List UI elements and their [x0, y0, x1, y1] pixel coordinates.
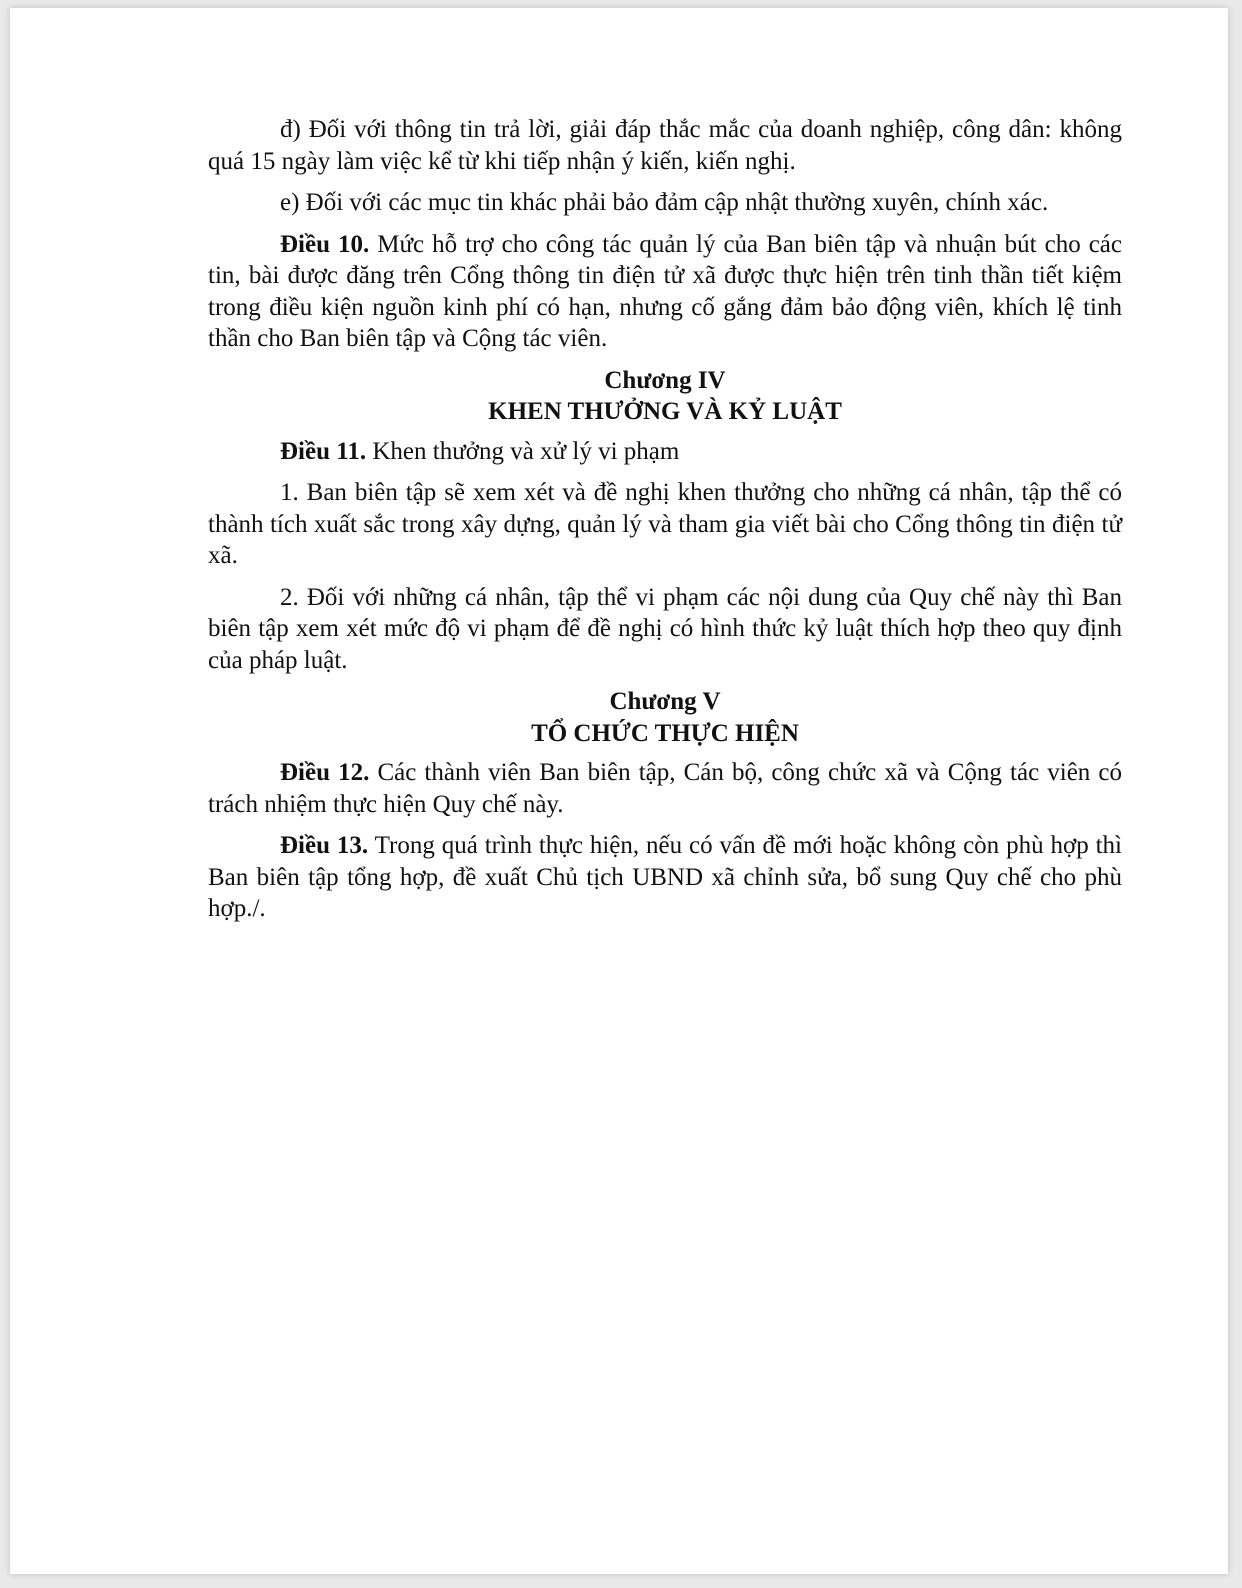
- article-13: [208, 830, 1122, 925]
- article-11-item-2: 2. Đối với những cá nhân, tập thể vi phạm các nội dung của Quy chế này thì Ban biên tập xem xét mức độ vi phạm để đề nghị có hình thức kỷ luật thích hợp theo quy định của pháp luật.: [208, 583, 1122, 674]
- chapter-5-heading: [208, 686, 1122, 749]
- article-13-text: Trong quá trình thực hiện, nếu có vấn đề mới hoặc không còn phù hợp thì Ban biên tập tổng hợp, đề xuất Chủ tịch UBND xã chỉnh sửa, bổ sung Quy chế cho phù hợp./.: [208, 832, 1123, 922]
- article-12-label: Điều 12.: [280, 759, 370, 786]
- article-10: [208, 229, 1122, 355]
- article-11: [208, 436, 1122, 468]
- article-12: [208, 757, 1122, 820]
- article-11-text: Khen thưởng và xử lý vi phạm: [366, 437, 680, 465]
- article-12-text: Các thành viên Ban biên tập, Cán bộ, công chức xã và Cộng tác viên có trách nhiệm thực hiện Quy chế này.: [208, 759, 1123, 818]
- chapter-4-number: Chương IV: [604, 366, 726, 394]
- chapter-5-title: TỔ CHỨC THỰC HIỆN: [531, 719, 799, 747]
- article-10-text: Mức hỗ trợ cho công tác quản lý của Ban biên tập và nhuận bút cho các tin, bài được đăng trên Cổng thông tin điện tử xã được thực hiện trên tinh thần tiết kiệm trong điều kiện nguồn kinh phí có hạn, nhưng cố gắng đảm bảo động viên, khích lệ tinh thần cho Ban biên tập và Cộng tác viên.: [208, 230, 1123, 352]
- document-page: [10, 8, 1228, 1574]
- paragraph-d: đ) Đối với thông tin trả lời, giải đáp thắc mắc của doanh nghiệp, công dân: không quá 15 ngày làm việc kể từ khi tiếp nhận ý kiến, kiến nghị.: [208, 116, 1122, 175]
- article-11-item-1: 1. Ban biên tập sẽ xem xét và đề nghị khen thưởng cho những cá nhân, tập thể có thành tích xuất sắc trong xây dựng, quản lý và tham gia viết bài cho Cổng thông tin điện tử xã.: [208, 479, 1122, 569]
- paragraph-e: e) Đối với các mục tin khác phải bảo đảm cập nhật thường xuyên, chính xác.: [280, 189, 1049, 216]
- chapter-5-number: Chương V: [609, 688, 721, 715]
- article-10-label: Điều 10.: [280, 230, 370, 258]
- document-body: [208, 114, 1122, 935]
- article-11-label: Điều 11.: [280, 437, 367, 465]
- article-13-label: Điều 13.: [280, 832, 369, 859]
- chapter-4-heading: [208, 365, 1122, 428]
- chapter-4-title: KHEN THƯỞNG VÀ KỶ LUẬT: [488, 398, 842, 425]
